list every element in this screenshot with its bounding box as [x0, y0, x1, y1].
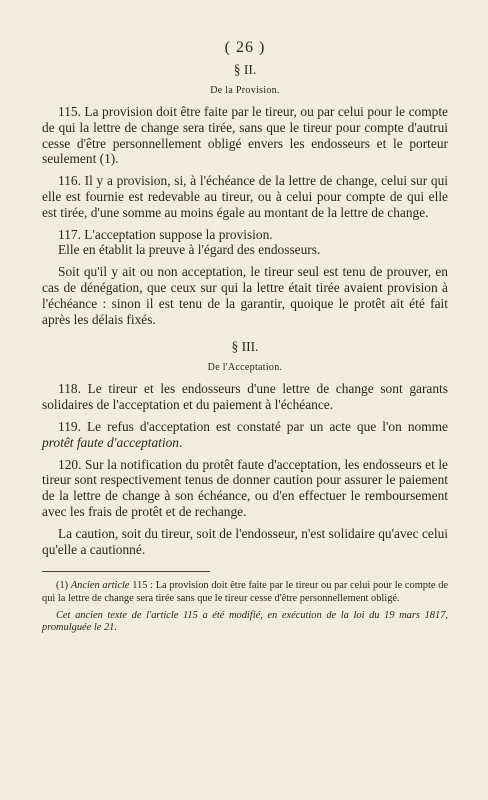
article-paragraph	[42, 526, 448, 558]
footnote-marker: (1)	[56, 580, 71, 592]
article-paragraph	[42, 419, 448, 451]
article-paragraph	[42, 264, 448, 327]
footnote: Cet ancien texte de l'article 115 a été modifié, en exécution de la loi du 19 mars 1817, promulguée le 21.	[42, 609, 448, 634]
article-number: 120.	[58, 456, 82, 472]
article-text: Sur la notification du protêt faute d'acceptation, les endosseurs et le tireur sont respectivement tenus de donner caution pour assurer le paiement de la lettre de change à son échéance, ou d'en effectuer le remboursement avec les frais de protêt et de rechange.	[42, 456, 448, 519]
footnote-text: 115 : La provision doit être faite par le tireur ou par celui pour le compte de qui la lettre de change sera tirée sans que le tireur cesse d'être personnellement obligé.	[42, 580, 448, 604]
footnote-divider	[42, 571, 210, 572]
section-heading: § II.	[233, 62, 257, 77]
article-paragraph	[42, 173, 448, 220]
article-paragraph	[42, 381, 448, 413]
article-number: 115.	[58, 104, 81, 119]
article-paragraph	[42, 227, 448, 243]
article-text: La provision doit être faite par le tireur, ou par celui pour le compte de qui la lettre de change sera tirée, sans que le tireur pour compte d'autrui cesse d'être personnellement obligé envers les endosseurs et le porteur seulement (1).	[42, 104, 448, 167]
article-text: L'acceptation suppose la provision.	[80, 226, 273, 242]
section-heading: § III.	[231, 339, 259, 355]
article-number: 116.	[58, 173, 81, 189]
page-number: ( 26 )	[224, 39, 266, 56]
footnote	[42, 580, 448, 605]
article-text: Il y a provision, si, à l'échéance de la lettre de change, celui sur qui elle est fournie est redevable au tireur, ou à celui pour compte de qui elle est tirée, d'une somme au moins égale au montant de la lettre de change.	[42, 173, 448, 220]
article-number: 118.	[58, 381, 81, 397]
section-title: De l'Acceptation.	[207, 362, 283, 374]
article-text-end: .	[179, 434, 183, 450]
article-paragraph	[42, 242, 448, 258]
article-number: 119.	[58, 418, 81, 434]
article-text: Le tireur et les endosseurs d'une lettre de change sont garants solidaires de l'acceptation et du paiement à l'échéance.	[42, 381, 448, 413]
article-paragraph	[42, 457, 448, 520]
article-text: Elle en établit la preuve à l'égard des endosseurs.	[58, 242, 321, 258]
article-text: Le refus d'acceptation est constaté par un acte que l'on nomme	[80, 418, 448, 434]
article-text: Soit qu'il y ait ou non acceptation, le tireur seul est tenu de prouver, en cas de dénégation, que ceux sur qui la lettre était tirée avaient provision à l'échéance : sinon il est tenu de la garantir, quoique le protêt ait été fait après les délais fixés.	[42, 264, 448, 327]
article-number: 117.	[58, 226, 81, 242]
footnotes	[42, 580, 448, 634]
section-title: De la Provision.	[210, 85, 280, 96]
article-text: La caution, soit du tireur, soit de l'endosseur, n'est solidaire qu'avec celui qu'elle a cautionné.	[42, 525, 448, 557]
footnote-label: Ancien article	[70, 580, 130, 592]
article-paragraph	[42, 104, 448, 167]
article-italic-term: protêt faute d'acceptation	[42, 434, 179, 450]
